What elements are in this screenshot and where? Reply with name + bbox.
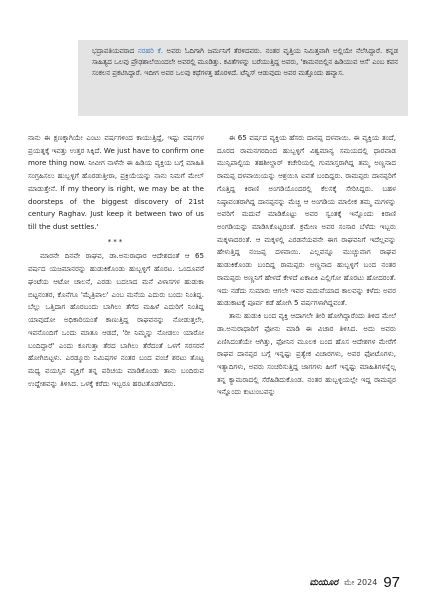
- issue-date: ಮೇ 2024: [344, 577, 378, 587]
- author-intro: [92, 46, 398, 78]
- magazine-logo: ಮಯೂರ: [309, 577, 339, 588]
- page-number: 97: [383, 574, 400, 591]
- right-column: [217, 132, 396, 399]
- paragraph: ತಾನು ಹುಡುಕಿ ಬಂದ ವ್ಯಕ್ತಿ ಆದಾಗಲೇ ತೀರಿ ಹೋಗಿದ್ದಾರೆಂದು ತಿಳಿದ ಮೇಲೆ ಡಾ.ಅನುರಾಧಾರಿಗೆ ಫೋನು ಮಾಡಿ ಈ ವಿಚಾರ ತಿಳಿಸಿದ. ಅದು ಅವರು ಏಣಿಸಿದಂತೆಯೇ ಆಗಿತ್ತು, ಫೋನಿನ ಮೂಲಕ ಬಂದ ಹೊಸ ಆದೇಶಗಳ ಮೇರೆಗೆ ರಾಘವ ದಾನಪ್ಪರ ಬಗ್ಗೆ ಇನ್ನಷ್ಟು ಪ್ರತ್ಯೇಕ ವಿಚಾರಗಳು, ಅವರ ಫೋಟೊಗಳು, ಇತ್ಯಾದಿಗಳು, ಅವರು ಸಂಚರಿಸುತ್ತಿದ್ದ ಜಾಗಗಳು ಹೀಗೆ ಇನ್ನಷ್ಟು ಮಾಹಿತಿಗಳನ್ನೆಲ್ಲ ತನ್ನ ಕ್ಯಾಮರಾದಲ್ಲಿ ಸೆರೆಹಿಡಿದುಕೊಂಡ. ನಂತರ ಹುಬ್ಬಳ್ಳಿಯಲ್ಲೇ ಇದ್ದ ರಾಮಪ್ಪರ ಇನ್ನೊಂದು ಕುಟುಂಬವನ್ನು: [217, 311, 396, 397]
- intro-text-before: ಭದ್ರಾವತಿಯವರಾದ: [92, 47, 138, 55]
- page-footer: [300, 574, 400, 591]
- paragraph: ಈ 65 ವರ್ಷದ ವ್ಯಕ್ತಿಯ ಹೆಸರು ದಾನಪ್ಪ ದಳವಾಯಿ. ಈ ವ್ಯಕ್ತಿಯ ತಂದೆ, ದೂರದ ರಾಮನಗರದಿಂದ ಹುಬ್ಬಳ್ಳಿಗೆ ವಿಶ್ವಮಾನ್ಯ ಸಮಯದಲ್ಲಿ ಧಾರವಾಡ ಮುನ್ಸಿಪಾಲ್ಟಿಯ ತಹಶೀಲ್ದಾರ್ ಕಚೇರಿಯಲ್ಲಿ ಗುಮಾಸ್ತರಾಗಿದ್ದ ತಮ್ಮ ಅಣ್ಣನಾದ ರಾಮಪ್ಪ ದಳವಾಯಿಯನ್ನು ಆಶ್ರಯಿಸಿ ಐವತೆ ಬಂದಿದ್ದರು. ರಾಮಪ್ಪರು ದಾನಪ್ಪರಿಗೆ ಗೊತ್ತಿದ್ದ ಕಿರಾಣಿ ಅಂಗಡಿಯೊಂದರಲ್ಲಿ ಕೆಲಸಕ್ಕೆ ಸೇರಿಸಿದ್ದರು. ಬಹಳ ನಿಷ್ಠಾವಂತರಾಗಿದ್ದ ದಾನಪ್ಪನನ್ನು ಮೆಚ್ಚಿ ಆ ಅಂಗಡಿಯ ಮಾಲೀಕ ತಮ್ಮ ಮಗಳನ್ನು ಅವರಿಗೆ ಮದುವೆ ಮಾಡಿಕೊಟ್ಟು ಅವರ ಸ್ವಂತಕ್ಕೆ ಇನ್ನೊಂದು ಕಿರಾಣಿ ಅಂಗಡಿಯನ್ನು ಮಾಡಿಸಿಕೊಟ್ಟರಂತೆ. ಕ್ರಮೇಣ ಅವರ ಸಂಸಾರ ಬೆಳೆದು ಇಬ್ಬರು ಮಕ್ಕಳಾದರಂತೆ. ಆ ಮಕ್ಕಳಲ್ಲಿ ಎರಡನೆಯವನೇ ಈಗ ರಾಘವನಿಗೆ ಇದೆಲ್ಲವನ್ನು ಹೇಳುತ್ತಿದ್ದ ನಂಜಪ್ಪ ದಳವಾಯಿ. ಎಲ್ಲವನ್ನೂ ಮುಚ್ಚುವಾಗ ರಾಘವ ಹುಡುಕಿಕೊಂಡು ಬಂದಿದ್ದ ರಾಮಪ್ಪರು ಅಣ್ಣನಾದ ಹುಬ್ಬಳ್ಳಿಗೆ ಬಂದ ನಂತರ ರಾಮಪ್ಪರು ಅಣ್ಣನಿಗೆ ಹೇಳದೆ ಕೇಳದೆ ಏಕಾಏಕಿ ಎಲ್ಲಿಗೋ ಹೊರಟು ಹೋದರಂತೆ. ಇದು ನಡೆದು ಸುಮಾರು ಆಗಲೇ ಇವರ ಮದುವೆಯಾದ ಕಾಲವನ್ನು ಕಳೆದು ಅವರ ಹುಡುಕಾಟಕ್ಕೆ ಪೂರ್ವ ಕಡೆ ಹೋಗಿ 5 ವರ್ಷಗಳಾಗಿದ್ದವಂತೆ.: [217, 133, 396, 308]
- left-column: [28, 132, 204, 390]
- section-break: ***: [107, 236, 125, 246]
- author-name: ನರಹರಿ ಕೆ.: [137, 47, 163, 55]
- paragraph: ನಾನು ಈ ಕ್ಷಣಕ್ಕಾಗಿಯೇ ಎಂಟು ವರ್ಷಗಳಿಂದ ಕಾಯುತ್ತಿದ್ದೆ, ಇಷ್ಟು ವರ್ಷಗಳ ಪ್ರಯತ್ನಕ್ಕೆ ಇವತ್ತು ಉತ್ತರ ಸಿಕ್ಕಿದೆ. We just have to confirm one more thing now. ನೀವೀಗ ನಾಳೆನೇ ಈ ಹಿಡಿಯ ವ್ಯಕ್ತಿಯ ಬಗ್ಗೆ ಮಾಹಿತಿ ಸಂಗ್ರಹಿಸಲು ಹುಬ್ಬಳ್ಳಿಗೆ ಹೊರಡುತ್ತೀರಾ, ಪ್ರಕ್ರಿಯೆಯನ್ನು ನಾನು ನಿಮಗೆ ಮೇಲ್ ಮಾಡುತ್ತೇನೆ. If my theory is right, we may be at the doorsteps of the biggest discovery of 21st century Raghav. Just keep it between two of us till the dust settles.': [28, 133, 204, 232]
- intro-text-after: ಅವರು ಓದಿಗಾಗಿ ಜರ್ಮನಿಗೆ ತೆರಳಿದವರು. ನಂತರ ವೃತ್ತಿಯ ನಿಮಿತ್ತವಾಗಿ ಅಲ್ಲಿಯೇ ನೆಲೆಸಿದ್ದಾರೆ. ಕನ್ನಡ ಸಾಹಿತ್ಯದ ಒಲವು ಪ್ರೌಢಶಾಲೆಯಿಂದಲೇ ಅವರಲ್ಲಿ ಮೂಡಿತ್ತು. ಕವಿತೆಗಳನ್ನು ಬರೆಯುತ್ತಿದ್ದ ಅವರು, 'ಕಾಮನಬಿಲ್ಲಿನ ಹಿಡಿಯುವ ಆಸೆ' ಎಂಬ ಕವನ ಸಂಕಲನ ಪ್ರಕಟಿಸಿದ್ದಾರೆ. ಇದೀಗ ಅವರ ಒಲವು ಕಥೆಗಳತ್ತ ಹೊರಳಿದೆ. ಟೆನ್ನಿಸ್ ಆಡುವುದು ಅವರ ಮತ್ತೊಂದು ಹವ್ಯಾಸ.: [92, 47, 398, 77]
- paragraph: ಮಾರನೇ ದಿನವೇ ರಾಘವ, ಡಾ.ಅನುರಾಧಾರ ಆದೇಶದಂತೆ ಆ 65 ವರ್ಷದ ಯಜಮಾನರನ್ನು ಹುಡುಕಿಕೊಂಡು ಹುಬ್ಬಳ್ಳಿಗೆ ಹೊರಟ. ಒಂದೂವರೆ ಘಂಟೆಯ ಆಟೋ ಚಾಲನೆ, ಎರಡು ಬದಲಾದ ಮನೆ ವಿಳಾಸಗಳ ಹುಡುಕಾ ಬಿಟ್ಟನಂತರ, ಕೊನೆಗೂ 'ಮೈತ್ರಿಪಾಲ' ಎಂಬ ಮನೆಯ ಎದುರು ಬಂದು ನಿಂತಿದ್ದ. ಬೆಲ್ಲು ಒತ್ತಿದಾಗ ಹೊರಬಂದು ಬಾಗಿಲು ತೆಗೆದ ಮಹಿಳೆ ಎದುರಿಗೆ ನಿಂತಿದ್ದ ಯಾವುದೋ ಅಧಿಕಾರಿಯಂತೆ ಕಾಣುತ್ತಿದ್ದ ರಾಘವನನ್ನು ನೋಡುತ್ತಲೇ, ಇವನೊಂದಿಗೆ ಒಂದು ಮಾತೂ ಆಡದೆ, 'ರೀ ನಿಮ್ಮನ್ನು ನೋಡಲು ಯಾರೋ ಬಂದಿದ್ದಾರೆ' ಎಂದು ಕೂಗುತ್ತಾ ತೆರದ ಬಾಗಿಲು ತೆರೆದಂತೆ ಒಳಗೆ ಸರಸರನೆ ಹೋಗಿಬಿಟ್ಟಳು. ಎರಡ್ಮೂರು ನಿಮಿಷಗಳ ನಂತರ ಬಂದ ಪಂಚೆ ಶರಟು ತೊಟ್ಟ ಮಧ್ಯ ವಯಸ್ಸಿನ ವ್ಯಕ್ತಿಗೆ ತನ್ನ ಪರಿಚಯ ಮಾಡಿಕೊಂಡು ತಾನು ಬಂದಿರುವ ಉದ್ದೇಶವನ್ನು ತಿಳಿಸಿದ. ಒಳಕ್ಕೆ ಕರೆದು ಇಬ್ಬರೂ ಹರಟತೊಡಗಿದರು.: [28, 251, 204, 388]
